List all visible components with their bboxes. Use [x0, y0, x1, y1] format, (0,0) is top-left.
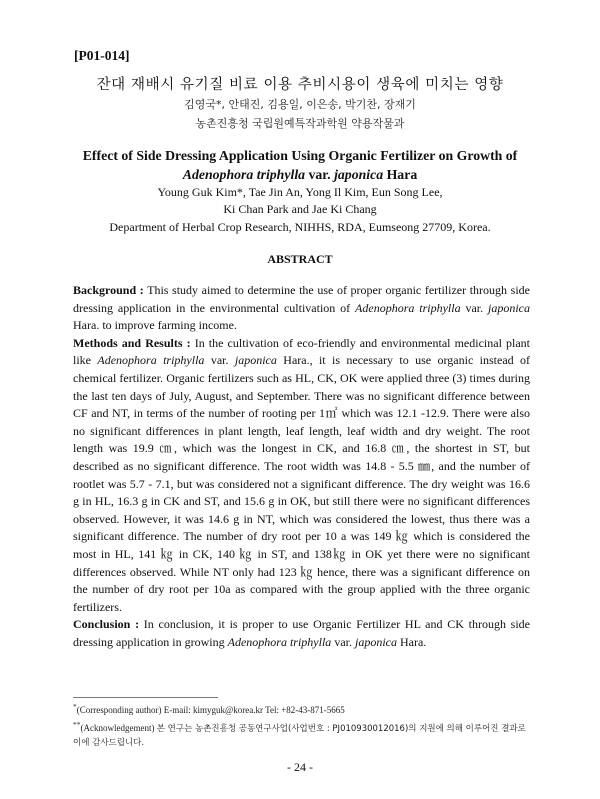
methods-text: In the cultivation of eco-friendly and environmental medicinal plant like	[73, 335, 530, 368]
footnote-mark: **	[73, 719, 81, 729]
page-number: - 24 -	[287, 760, 313, 774]
conclusion-paragraph	[73, 616, 530, 651]
background-text-end: Hara. to improve farming income.	[73, 318, 237, 333]
variety-name: japonica	[234, 353, 277, 368]
background-text: This study aimed to determine the use of proper organic fertilizer through side dressing application in the environmental cultivation of	[73, 283, 530, 315]
conclusion-label: Conclusion :	[73, 617, 140, 632]
abstract-body	[73, 282, 530, 651]
korean-affiliation: 농촌진흥청 국립원예특작과학원 약용작물과	[195, 117, 405, 130]
footnotes	[73, 700, 533, 751]
footnote-divider	[73, 697, 218, 698]
title-species: Adenophora triphylla	[182, 167, 306, 182]
title-variety: japonica	[334, 167, 384, 182]
corresponding-footnote	[73, 700, 533, 718]
conclusion-text-end: Hara.	[399, 634, 427, 649]
conclusion-text: In conclusion, it is proper to use Organic Fertilizer HL and CK through side dressing application in growing	[73, 617, 530, 649]
var-text: var.	[210, 353, 229, 368]
methods-text-end: Hara., it is necessary to use organic instead of chemical fertilizer. Organic fertilizers such as HL, CK, OK were applied three (3) times during the last ten days of July, August, and September. There was no significant difference between CF and NT, in terms of the number of rooting per 1㎡ which was 12.1 -12.9. There were also no significant differences in plant length, leaf length, leaf width and dry weight. The root length was 19.9 ㎝, which was the longest in CK, and 16.8 ㎝, the shortest in ST, but described as no significant difference. The root width was 14.8 - 5.5 ㎜, and the number of rootlet was 5.7 - 7.1, but was considered not a significant difference. The dry weight was 16.6 g in HL, 16.3 g in CK and ST, and 15.6 g in OK, but still there were no significant differences observed. However, it was 14.6 g in NT, which was considered the lowest, thus there was a significant difference. The number of dry root per 10 a was 149 ㎏ which is considered the most in HL, 141 ㎏ in CK, 140 ㎏ in ST, and 138㎏ in OK yet there were no significant differences observed. While NT only had 123 ㎏ hence, there was a significant difference on the number of dry root per 10a as compared with the group applied with the three organic fertilizers.	[73, 353, 531, 614]
english-authors-line2: Ki Chan Park and Jae Ki Chang	[223, 202, 377, 216]
english-affiliation: Department of Herbal Crop Research, NIHHS, RDA, Eumseong 27709, Korea.	[109, 220, 491, 234]
abstract-heading: ABSTRACT	[267, 252, 333, 266]
english-title-line1: Effect of Side Dressing Application Using Organic Fertilizer on Growth of	[82, 148, 518, 163]
ack-label: (Acknowledgement)	[80, 722, 155, 733]
species-name: Adenophora triphylla	[97, 353, 205, 368]
var-text: var.	[334, 634, 352, 649]
title-var: var.	[308, 167, 331, 182]
poster-code: [P01-014]	[74, 48, 130, 63]
methods-paragraph	[73, 335, 530, 617]
korean-authors: 김영국*, 안태진, 김용일, 이은송, 박기찬, 장재기	[184, 98, 416, 111]
english-authors-line1: Young Guk Kim*, Tae Jin An, Yong Il Kim, Eun Song Lee,	[157, 185, 443, 199]
korean-title: 잔대 재배시 유기질 비료 이용 추비시용이 생육에 미치는 영향	[96, 77, 504, 93]
footnote-mark: *	[73, 702, 77, 711]
variety-name: japonica	[354, 634, 397, 649]
variety-name: japonica	[488, 300, 530, 315]
species-name: Adenophora triphylla	[355, 300, 461, 315]
ack-text: 본 연구는 농촌진흥청 공동연구사업(사업번호 : PJ010930012016)의 지원에 의해 이루어진 결과로 이에 감사드립니다.	[73, 723, 526, 748]
species-name: Adenophora triphylla	[227, 634, 332, 649]
var-text: var.	[465, 300, 484, 315]
acknowledgement-footnote	[73, 718, 533, 751]
background-label: Background :	[73, 283, 144, 297]
english-title-line2	[0, 167, 600, 183]
background-paragraph	[73, 282, 530, 335]
methods-label: Methods and Results :	[73, 335, 191, 350]
title-author-name: Hara	[386, 167, 418, 182]
corresponding-text: (Corresponding author) E-mail: kimyguk@korea.kr Tel: +82-43-871-5665	[76, 705, 345, 715]
